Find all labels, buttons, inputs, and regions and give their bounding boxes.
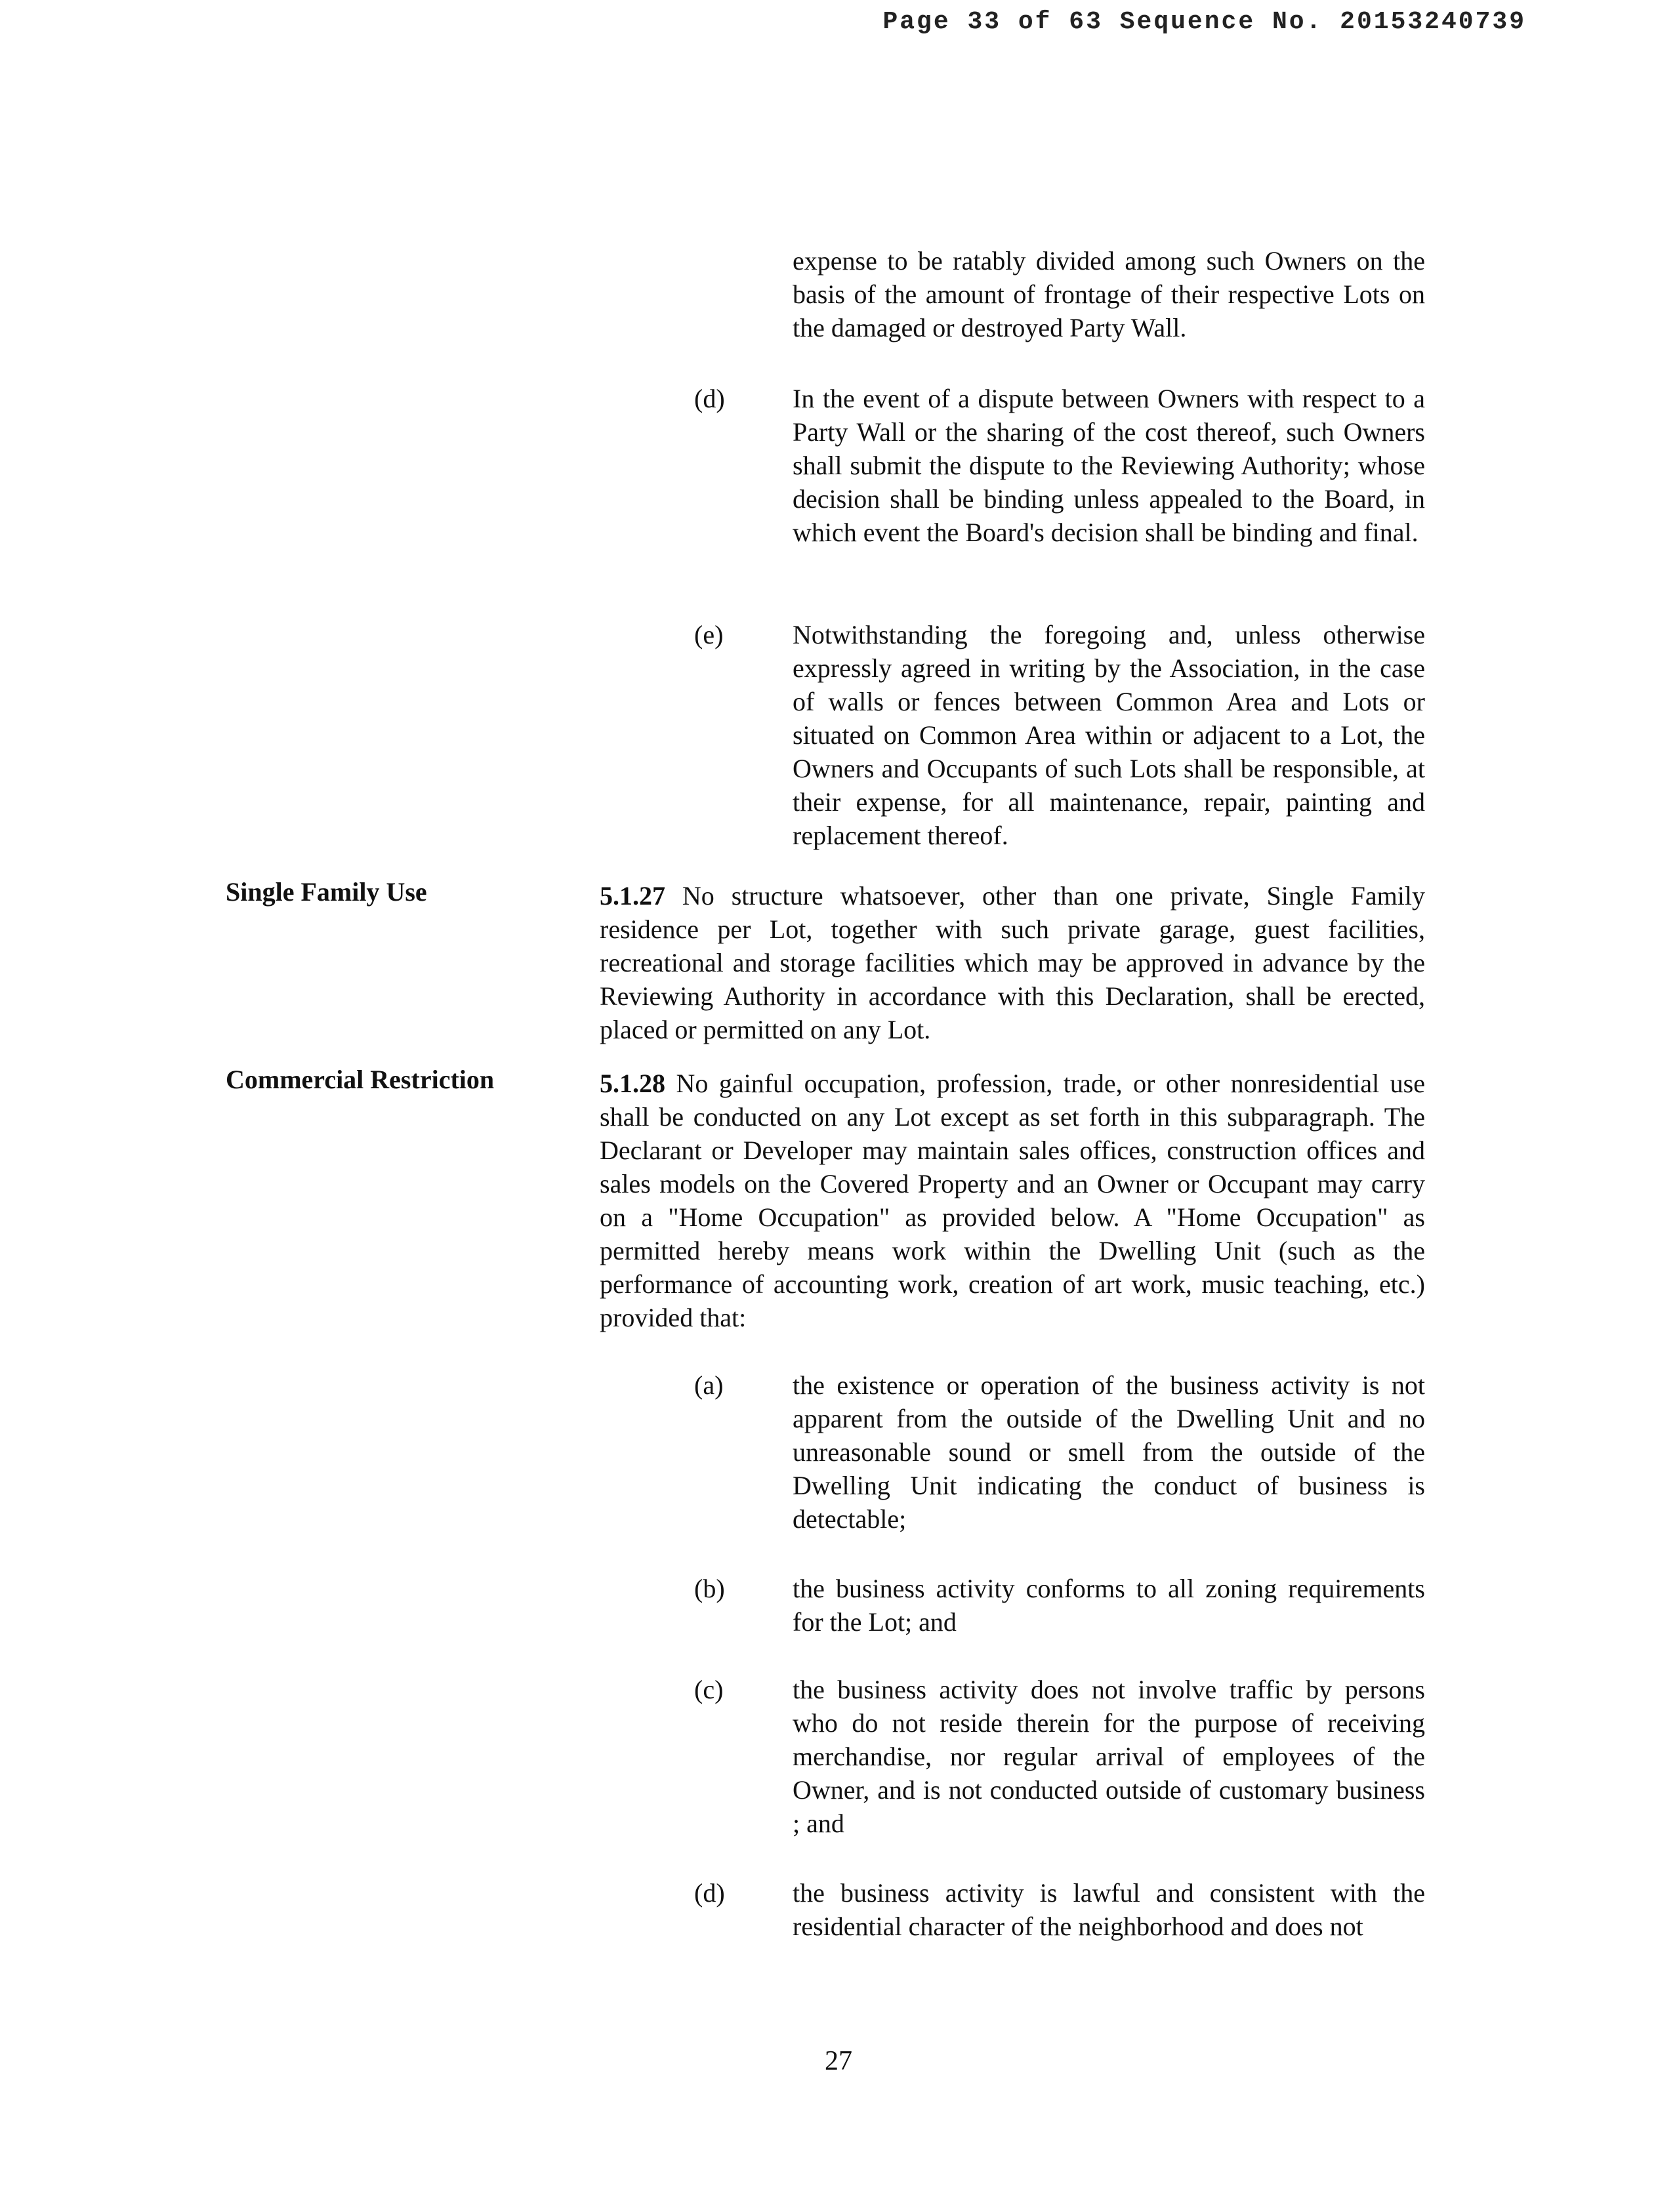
item-text: the business activity is lawful and consistent with the residential character of the neighborhood and does not [793, 1878, 1425, 1941]
item-marker: (c) [694, 1675, 724, 1704]
home-occupation-item-c [694, 1673, 1425, 1840]
item-text: the business activity does not involve traffic by persons who do not reside therein for the purpose of receiving merchandise, nor regular arrival of employees of the Owner, and is not conducted outside of customary business ; and [793, 1675, 1425, 1838]
item-marker: (d) [694, 384, 725, 413]
section-5-1-28 [600, 1067, 1425, 1334]
home-occupation-item-b [694, 1572, 1425, 1639]
section-text: No gainful occupation, profession, trade, or other nonresidential use shall be conducted on any Lot except as set forth in this subparagraph. The Declarant or Developer may maintain sales offices, construction offices and sales models on the Covered Property and an Owner or Occupant may carry on a "Home Occupation" as provided below. A "Home Occupation" as permitted hereby means work within the Dwelling Unit (such as the performance of accounting work, creation of art work, music teaching, etc.) provided that: [600, 1069, 1426, 1332]
continuation-paragraph: expense to be ratably divided among such Owners on the basis of the amount of frontage of their respective Lots on the damaged or destroyed Party Wall. [793, 246, 1425, 342]
party-wall-item-e [694, 618, 1425, 852]
item-text: the business activity conforms to all zoning requirements for the Lot; and [793, 1574, 1425, 1637]
item-text: In the event of a dispute between Owners with respect to a Party Wall or the sharing of the cost thereof, such Owners shall submit the dispute to the Reviewing Authority; whose decision shall be binding unless appealed to the Board, in which event the Board's decision shall be binding and final. [793, 384, 1425, 547]
item-marker: (a) [694, 1370, 724, 1400]
item-marker: (b) [694, 1574, 725, 1603]
section-number: 5.1.27 [600, 881, 665, 911]
page-number: 27 [825, 2046, 852, 2076]
side-heading-commercial-restriction: Commercial Restriction [226, 1065, 495, 1094]
page-sequence-header: Page 33 of 63 Sequence No. 20153240739 [882, 8, 1526, 36]
side-heading-single-family-use: Single Family Use [226, 877, 427, 907]
home-occupation-item-a [694, 1368, 1425, 1536]
item-text: the existence or operation of the business activity is not apparent from the outside of the Dwelling Unit and no unreasonable sound or smell from the outside of the Dwelling Unit indicating the conduct of business is detectable; [793, 1370, 1425, 1534]
item-marker: (d) [694, 1878, 725, 1908]
item-marker: (e) [694, 620, 724, 649]
home-occupation-item-d [694, 1876, 1425, 1943]
section-number: 5.1.28 [600, 1069, 665, 1098]
item-text: Notwithstanding the foregoing and, unless otherwise expressly agreed in writing by the Association, in the case of walls or fences between Common Area and Lots or situated on Common Area within or adjacent to a Lot, the Owners and Occupants of such Lots shall be responsible, at their expense, for all maintenance, repair, painting and replacement thereof. [793, 620, 1425, 850]
party-wall-item-d [694, 382, 1425, 549]
section-text: No structure whatsoever, other than one private, Single Family residence per Lot, together with such private garage, guest facilities, recreational and storage facilities which may be approved in advance by the Reviewing Authority in accordance with this Declaration, shall be erected, placed or permitted on any Lot. [600, 881, 1426, 1044]
section-5-1-27 [600, 879, 1425, 1046]
